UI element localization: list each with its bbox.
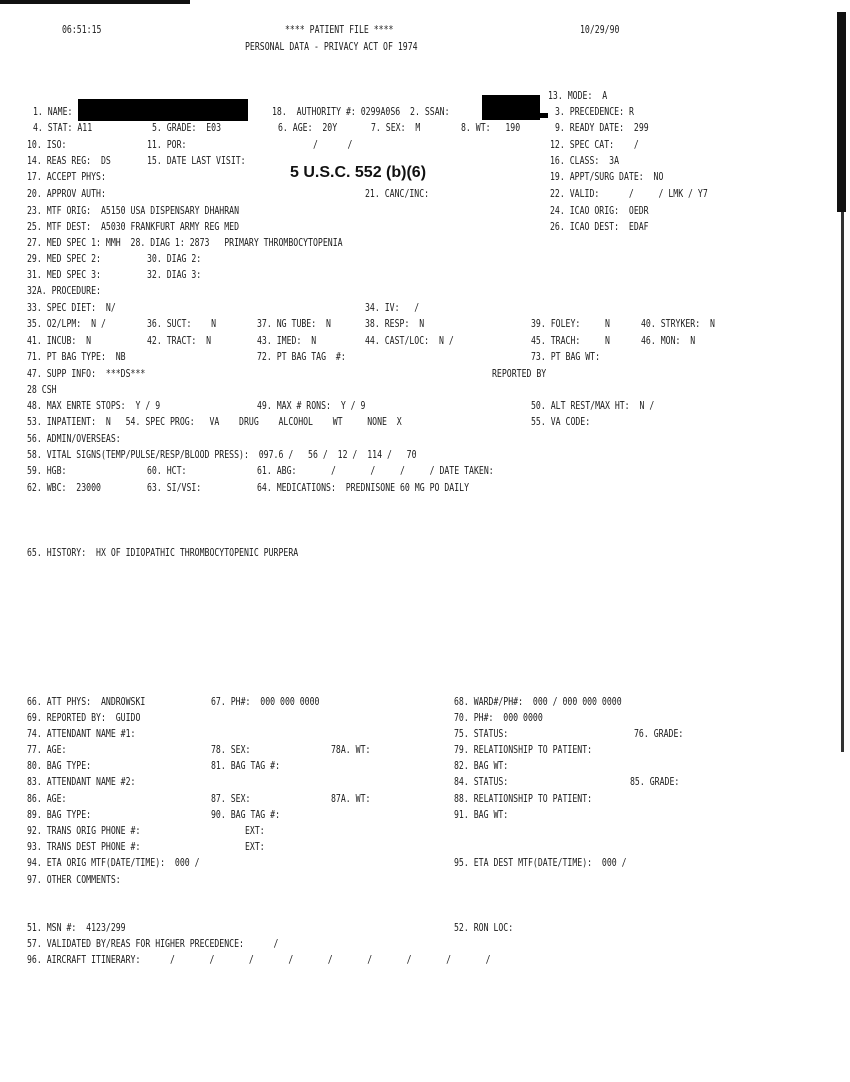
field-ward-phone: 68. WARD#/PH#: 000 / 000 000 0000	[454, 696, 622, 708]
field-trans-orig-ext: EXT:	[245, 825, 265, 837]
field-att-phys: 66. ATT PHYS: ANDROWSKI	[27, 696, 146, 708]
field-date-last-visit: 15. DATE LAST VISIT:	[147, 155, 246, 167]
field-stryker: 40. STRYKER: N	[641, 318, 715, 330]
field-attendant-2-status: 84. STATUS:	[454, 776, 509, 788]
field-si-vsi: 63. SI/VSI:	[147, 482, 202, 494]
field-attendant-1-bag-type: 80. BAG TYPE:	[27, 760, 92, 772]
field-attendant-2-sex: 87. SEX:	[211, 793, 251, 805]
field-max-enrte-stops: 48. MAX ENRTE STOPS: Y / 9	[27, 400, 161, 412]
field-supp-info: 47. SUPP INFO: ***DS***	[27, 368, 146, 380]
field-reas-reg: 14. REAS REG: DS	[27, 155, 111, 167]
field-wbc: 62. WBC: 23000	[27, 482, 101, 494]
field-suct: 36. SUCT: N	[147, 318, 217, 330]
field-attendant-2-wt: 87A. WT:	[331, 793, 371, 805]
field-ng-tube: 37. NG TUBE: N	[257, 318, 331, 330]
field-med-spec-2: 29. MED SPEC 2:	[27, 253, 101, 265]
field-attendant-1-status: 75. STATUS:	[454, 728, 509, 740]
field-attendant-1-bag-tag: 81. BAG TAG #:	[211, 760, 281, 772]
field-reporting-unit: 28 CSH	[27, 384, 57, 396]
field-tract: 42. TRACT: N	[147, 335, 212, 347]
field-approv-auth: 20. APPROV AUTH:	[27, 188, 106, 200]
field-spec-cat: 12. SPEC CAT: /	[550, 139, 639, 151]
field-authority-ssan: 18. AUTHORITY #: 0299A0S6 2. SSAN:	[272, 106, 450, 118]
field-mtf-dest: 25. MTF DEST: A5030 FRANKFURT ARMY REG MED	[27, 221, 240, 233]
field-name: 1. NAME:	[33, 106, 73, 118]
field-admin-overseas: 56. ADMIN/OVERSEAS:	[27, 433, 121, 445]
name-redaction	[78, 99, 248, 121]
field-attendant-1-age: 77. AGE:	[27, 744, 67, 756]
field-mtf-orig: 23. MTF ORIG: A5150 USA DISPENSARY DHAHRAN	[27, 205, 240, 217]
field-va-code: 55. VA CODE:	[531, 416, 591, 428]
field-pt-bag-tag: 72. PT BAG TAG #:	[257, 351, 346, 363]
field-attendant-1-relationship: 79. RELATIONSHIP TO PATIENT:	[454, 744, 593, 756]
field-trach: 45. TRACH: N	[531, 335, 610, 347]
field-valid: 22. VALID: / / LMK / Y7	[550, 188, 708, 200]
scan-top-bar	[0, 0, 190, 4]
field-hgb: 59. HGB:	[27, 465, 67, 477]
field-incub: 41. INCUB: N	[27, 335, 92, 347]
field-att-phys-phone: 67. PH#: 000 000 0000	[211, 696, 320, 708]
field-appt-surg-date: 19. APPT/SURG DATE: NO	[550, 171, 664, 183]
field-pt-bag-wt: 73. PT BAG WT:	[531, 351, 601, 363]
field-por: 11. POR:	[147, 139, 187, 151]
field-attendant-2-bag-type: 89. BAG TYPE:	[27, 809, 92, 821]
foia-exemption-stamp: 5 U.S.C. 552 (b)(6)	[290, 164, 427, 181]
field-reporter-phone: 70. PH#: 000 0000	[454, 712, 543, 724]
field-sex: 7. SEX: M	[371, 122, 421, 134]
field-weight: 8. WT: 190	[461, 122, 521, 134]
field-eta-orig-mtf: 94. ETA ORIG MTF(DATE/TIME): 000 /	[27, 857, 200, 869]
field-precedence: 3. PRECEDENCE: R	[555, 106, 634, 118]
field-icao-dest: 26. ICAO DEST: EDAF	[550, 221, 649, 233]
field-attendant-2-bag-tag: 90. BAG TAG #:	[211, 809, 281, 821]
document-title: **** PATIENT FILE ****	[285, 24, 394, 36]
field-vital-signs: 58. VITAL SIGNS(TEMP/PULSE/RESP/BLOOD PRESS): 097.6 / 56 / 12 / 114 / 70	[27, 449, 417, 461]
field-trans-dest-ext: EXT:	[245, 841, 265, 853]
field-foley: 39. FOLEY: N	[531, 318, 610, 330]
field-attendant-1-bag-wt: 82. BAG WT:	[454, 760, 509, 772]
field-max-rons: 49. MAX # RONS: Y / 9	[257, 400, 366, 412]
field-reported-by: 69. REPORTED BY: GUIDO	[27, 712, 141, 724]
field-ron-loc: 52. RON LOC:	[454, 922, 514, 934]
field-icao-orig: 24. ICAO ORIG: OEDR	[550, 205, 649, 217]
field-med-spec-3: 31. MED SPEC 3:	[27, 269, 101, 281]
field-trans-dest-phone: 93. TRANS DEST PHONE #:	[27, 841, 141, 853]
field-trans-orig-phone: 92. TRANS ORIG PHONE #:	[27, 825, 141, 837]
scan-edge-mark	[837, 12, 846, 212]
field-attendant-2-age: 86. AGE:	[27, 793, 67, 805]
field-inpatient-spec-prog: 53. INPATIENT: N 54. SPEC PROG: VA DRUG ALCOHOL WT NONE X	[27, 416, 402, 428]
field-validated-by: 57. VALIDATED BY/REAS FOR HIGHER PRECEDENCE: /	[27, 938, 279, 950]
field-attendant-2-grade: 85. GRADE:	[630, 776, 680, 788]
field-hct: 60. HCT:	[147, 465, 187, 477]
field-mode: 13. MODE: A	[548, 90, 608, 102]
field-stat: 4. STAT: A11	[33, 122, 93, 134]
field-resp: 38. RESP: N	[365, 318, 425, 330]
field-eta-dest-mtf: 95. ETA DEST MTF(DATE/TIME): 000 /	[454, 857, 627, 869]
field-imed: 43. IMED: N	[257, 335, 317, 347]
field-cast-loc: 44. CAST/LOC: N /	[365, 335, 454, 347]
field-procedure: 32A. PROCEDURE:	[27, 285, 101, 297]
field-grade: 5. GRADE: E03	[152, 122, 222, 134]
field-o2-lpm: 35. O2/LPM: N /	[27, 318, 106, 330]
field-ready-date: 9. READY DATE: 299	[555, 122, 649, 134]
field-med-spec-1-diag-1: 27. MED SPEC 1: MMH 28. DIAG 1: 2873 PRIMARY THROMBOCYTOPENIA	[27, 237, 343, 249]
field-iv: 34. IV: /	[365, 302, 420, 314]
field-accept-phys: 17. ACCEPT PHYS:	[27, 171, 106, 183]
field-spec-diet: 33. SPEC DIET: N/	[27, 302, 116, 314]
field-mon: 46. MON: N	[641, 335, 696, 347]
field-attendant-1-grade: 76. GRADE:	[634, 728, 684, 740]
field-history: 65. HISTORY: HX OF IDIOPATHIC THROMBOCYTOPENIC PURPERA	[27, 547, 299, 559]
field-class: 16. CLASS: 3A	[550, 155, 620, 167]
field-attendant-1-wt: 78A. WT:	[331, 744, 371, 756]
field-attendant-2-relationship: 88. RELATIONSHIP TO PATIENT:	[454, 793, 593, 805]
field-abg: 61. ABG: / / / / DATE TAKEN:	[257, 465, 494, 477]
field-diag-3: 32. DIAG 3:	[147, 269, 202, 281]
field-aircraft-itinerary: 96. AIRCRAFT ITINERARY: / / / / / / / / /	[27, 954, 491, 966]
ssan-redaction-tail	[540, 113, 548, 118]
field-pt-bag-type: 71. PT BAG TYPE: NB	[27, 351, 126, 363]
field-attendant-2-name: 83. ATTENDANT NAME #2:	[27, 776, 136, 788]
field-attendant-1-sex: 78. SEX:	[211, 744, 251, 756]
document-subtitle: PERSONAL DATA - PRIVACY ACT OF 1974	[245, 41, 418, 53]
field-reported-by-label: REPORTED BY	[492, 368, 547, 380]
ssan-redaction	[482, 95, 540, 120]
print-time: 06:51:15	[62, 24, 102, 36]
field-age: 6. AGE: 20Y	[278, 122, 338, 134]
field-iso: 10. ISO:	[27, 139, 67, 151]
field-msn: 51. MSN #: 4123/299	[27, 922, 126, 934]
field-canc-inc: 21. CANC/INC:	[365, 188, 430, 200]
print-date: 10/29/90	[580, 24, 620, 36]
field-attendant-1-name: 74. ATTENDANT NAME #1:	[27, 728, 136, 740]
field-diag-2: 30. DIAG 2:	[147, 253, 202, 265]
scan-edge-line	[841, 212, 844, 752]
field-por-slashes: / /	[313, 139, 353, 151]
field-alt-rest-max-ht: 50. ALT REST/MAX HT: N /	[531, 400, 655, 412]
field-other-comments: 97. OTHER COMMENTS:	[27, 874, 121, 886]
field-medications: 64. MEDICATIONS: PREDNISONE 60 MG PO DAILY	[257, 482, 470, 494]
field-attendant-2-bag-wt: 91. BAG WT:	[454, 809, 509, 821]
